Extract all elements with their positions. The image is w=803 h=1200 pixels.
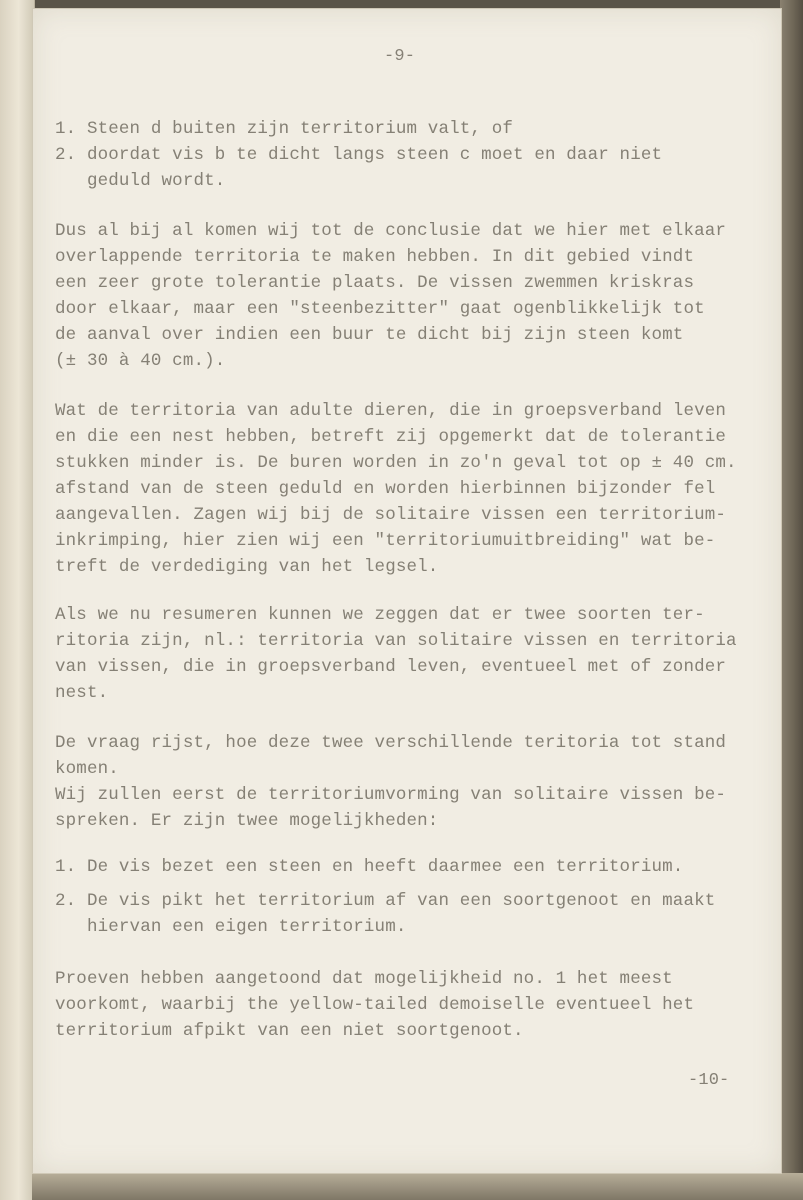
paragraph-line: aangevallen. Zagen wij bij de solitaire vissen een territorium- [55, 505, 727, 525]
page-bottom-shadow [32, 1173, 803, 1200]
paragraph-line: Als we nu resumeren kunnen we zeggen dat er twee soorten ter- [55, 605, 705, 625]
paragraph-line: inkrimping, hier zien wij een "territoriumuitbreiding" wat be- [55, 531, 716, 551]
paragraph-line: de aanval over indien een buur te dicht bij zijn steen komt [55, 325, 684, 345]
paragraph-line: ritoria zijn, nl.: territoria van solitaire vissen en territoria [55, 631, 737, 651]
paragraph-line: treft de verdediging van het legsel. [55, 557, 439, 577]
paragraph-line: en die een nest hebben, betreft zij opgemerkt dat de tolerantie [55, 427, 727, 447]
list-item: 1. De vis bezet een steen en heeft daarmee een territorium. [55, 857, 684, 877]
list-item: 2. De vis pikt het territorium af van een soortgenoot en maakt [55, 891, 716, 911]
paragraph-line: overlappende territoria te maken hebben. In dit gebied vindt [55, 247, 695, 267]
paragraph-line: stukken minder is. De buren worden in zo'n geval tot op ± 40 cm. [55, 453, 737, 473]
book-binding [0, 0, 35, 1200]
paragraph-line: een zeer grote tolerantie plaats. De vissen zwemmen kriskras [55, 273, 695, 293]
paragraph-line: Wat de territoria van adulte dieren, die in groepsverband leven [55, 401, 727, 421]
paragraph-line: van vissen, die in groepsverband leven, eventueel met of zonder [55, 657, 727, 677]
paragraph-line: door elkaar, maar een "steenbezitter" gaat ogenblikkelijk tot [55, 299, 705, 319]
paragraph-line: afstand van de steen geduld en worden hierbinnen bijzonder fel [55, 479, 716, 499]
paragraph-line: komen. [55, 759, 119, 779]
list-item-continuation: hiervan een eigen territorium. [55, 917, 407, 937]
paragraph-line: Dus al bij al komen wij tot de conclusie dat we hier met elkaar [55, 221, 727, 241]
paragraph-line: territorium afpikt van een niet soortgenoot. [55, 1021, 524, 1041]
list-item-continuation: geduld wordt. [55, 171, 226, 191]
list-item: 1. Steen d buiten zijn territorium valt, of [55, 119, 514, 139]
paragraph-line: (± 30 à 40 cm.). [55, 351, 226, 371]
page-stack-edge [780, 0, 803, 1200]
paragraph-line: voorkomt, waarbij the yellow-tailed demoiselle eventueel het [55, 995, 695, 1015]
paragraph-line: spreken. Er zijn twee mogelijkheden: [55, 811, 439, 831]
paragraph-line: Wij zullen eerst de territoriumvorming van solitaire vissen be- [55, 785, 727, 805]
paragraph-line: nest. [55, 683, 109, 703]
page-number-top: -9- [384, 47, 416, 66]
paragraph-line: Proeven hebben aangetoond dat mogelijkheid no. 1 het meest [55, 969, 673, 989]
paragraph-line: De vraag rijst, hoe deze twee verschillende teritoria tot stand [55, 733, 727, 753]
list-item: 2. doordat vis b te dicht langs steen c moet en daar niet [55, 145, 663, 165]
page-number-bottom: -10- [688, 1071, 730, 1090]
